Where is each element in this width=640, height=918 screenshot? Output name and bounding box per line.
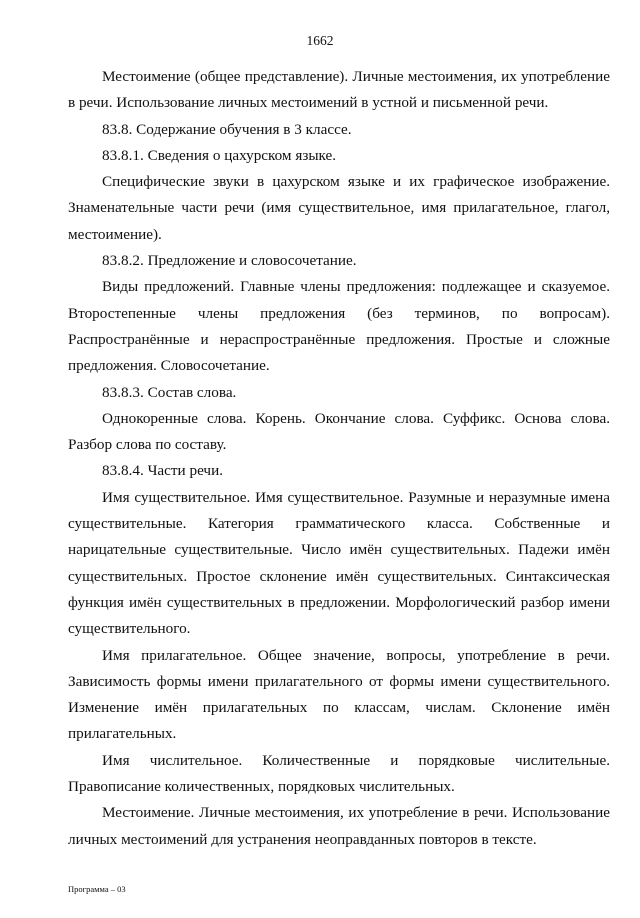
heading-section-83-8-3: 83.8.3. Состав слова. xyxy=(102,383,237,401)
footer-program-label: Программа – 03 xyxy=(68,884,126,894)
paragraph-pronoun: Местоимение. Личные местоимения, их употребление в речи. Использование личных местоимений для устранения неоправданных повторов в тексте. xyxy=(68,804,610,848)
paragraph-noun: Имя существительное. Имя существительное. Разумные и неразумные имена существительные. Категория грамматического класса. Собственные и нарицательные существительные. Число имён существительных. Падежи имён существительных. Простое склонение имён существительных. Синтаксическая функция имён существительных в предложении. Морфологический разбор имени существительного. xyxy=(68,488,610,638)
document-body xyxy=(68,64,610,853)
paragraph-adjective: Имя прилагательное. Общее значение, вопросы, употребление в речи. Зависимость формы имени прилагательного от формы имени существительного. Изменение имён прилагательных по классам, числам. Склонение имён прилагательных. xyxy=(68,646,610,743)
page-number: 1662 xyxy=(306,33,334,48)
heading-section-83-8-2: 83.8.2. Предложение и словосочетание. xyxy=(102,252,357,270)
paragraph-pronoun-intro: Местоимение (общее представление). Личные местоимения, их употребление в речи. Использование личных местоимений в устной и письменной речи. xyxy=(68,68,610,112)
paragraph-word-structure: Однокоренные слова. Корень. Окончание слова. Суффикс. Основа слова. Разбор слова по составу. xyxy=(68,409,610,454)
paragraph-specific-sounds: Специфические звуки в цахурском языке и их графическое изображение. Знаменательные части речи (имя существительное, имя прилагательное, глагол, местоимение). xyxy=(68,173,610,243)
heading-section-83-8-4: 83.8.4. Части речи. xyxy=(102,462,223,480)
paragraph-sentence-types: Виды предложений. Главные члены предложения: подлежащее и сказуемое. Второстепенные члены предложения (без терминов, по вопросам). Распространённые и нераспространённые предложения. Простые и сложные предложения. Словосочетание. xyxy=(68,278,610,375)
heading-section-83-8: 83.8. Содержание обучения в 3 классе. xyxy=(102,120,352,138)
paragraph-numeral: Имя числительное. Количественные и порядковые числительные. Правописание количественных, порядковых числительных. xyxy=(68,751,610,796)
heading-section-83-8-1: 83.8.1. Сведения о цахурском языке. xyxy=(102,146,337,164)
